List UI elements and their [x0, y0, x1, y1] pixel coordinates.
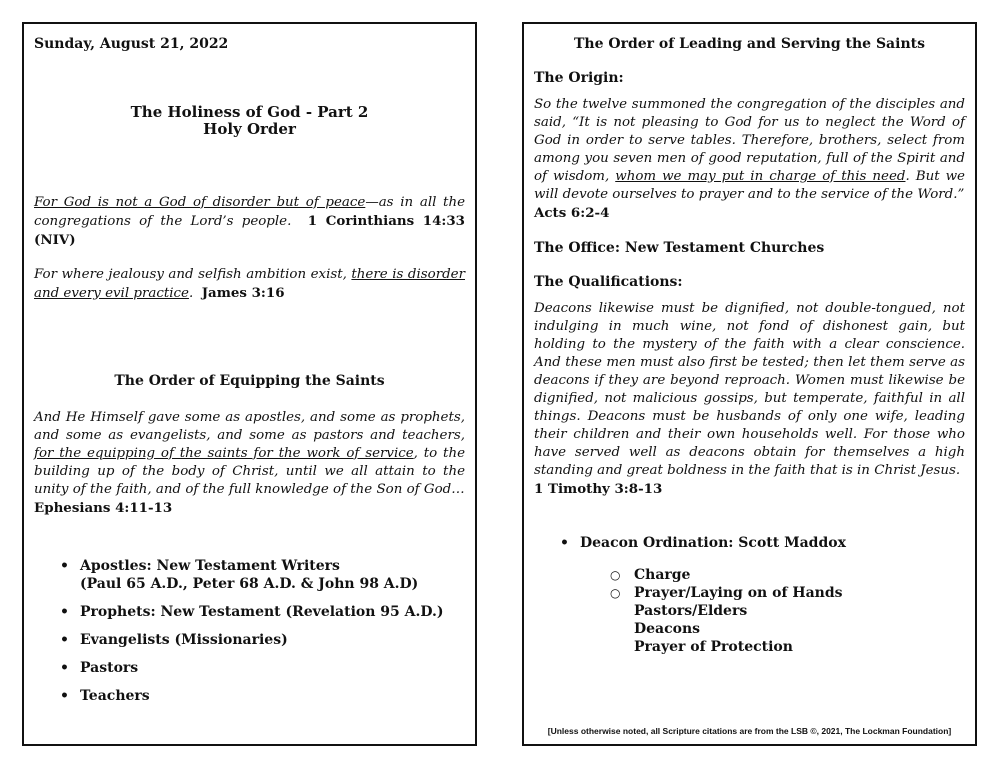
bullet-circle-icon: ○ — [610, 568, 621, 582]
plain-item: Deacons — [634, 621, 701, 637]
bullet-circle-icon: ○ — [610, 586, 621, 600]
ordination-list — [534, 534, 965, 552]
origin-quote-post: . But we will devote ourselves to prayer and to the service of the Word.” — [534, 169, 965, 202]
quote-3-post: , to the building up of the body of Christ, until we all attain to the unity of the faith, and of the full knowledge of the Son of God… — [34, 446, 465, 497]
bullet-dot-icon: • — [60, 632, 69, 648]
origin-quote-pre: So the twelve summoned the congregation of the disciples and said, “It is not pleasing to God for us to neglect the Word of God in order to serve tables. Therefore, brothers, select from among you seven men of good reputation, full of the Spirit and of wisdom, — [534, 97, 965, 184]
section-title-leading: The Order of Leading and Serving the Saints — [574, 36, 925, 52]
list-item: • Teachers — [60, 688, 150, 704]
bullet-dot-icon: • — [60, 660, 69, 676]
bullet-dot-icon: • — [60, 688, 69, 704]
right-panel — [522, 22, 977, 746]
origin-label: The Origin: — [534, 70, 624, 86]
quote-3-pre: And He Himself gave some as apostles, and some as prophets, and some as evangelists, and some as pastors and teachers, — [34, 410, 465, 443]
plain-item: Pastors/Elders — [634, 603, 748, 619]
sermon-title-line1: The Holiness of God - Part 2 — [130, 103, 369, 121]
quote-1-rest: —as in all the congregations of the Lord’s people. — [34, 195, 465, 229]
quote-1-underlined: For God is not a God of disorder but of peace — [34, 195, 366, 210]
list-item: • Deacon Ordination: Scott Maddox — [560, 535, 846, 551]
bullet-dot-icon: • — [560, 535, 569, 551]
plain-item: Prayer of Protection — [634, 639, 793, 655]
quote-2-ref: James 3:16 — [201, 285, 285, 301]
quote-2-post: . — [188, 286, 194, 301]
list-item: • Evangelists (Missionaries) — [60, 632, 288, 648]
quote-2-pre: For where jealousy and selfish ambition exist, — [34, 267, 352, 282]
sermon-title — [34, 104, 465, 138]
scripture-quote-3 — [34, 409, 465, 517]
sermon-title-line2: Holy Order — [203, 120, 296, 138]
left-panel — [22, 22, 477, 746]
origin-quote — [534, 96, 965, 222]
quote-3-ref: Ephesians 4:11-13 — [34, 500, 173, 516]
scripture-quote-2 — [34, 266, 465, 303]
origin-quote-underlined: whom we may put in charge of this need — [615, 169, 906, 184]
office-label: The Office: New Testament Churches — [534, 240, 825, 256]
ordination-sub-list — [534, 566, 965, 602]
quote-1-ref: 1 Corinthians 14:33 (NIV) — [34, 213, 466, 248]
bullet-dot-icon: • — [60, 604, 69, 620]
service-date: Sunday, August 21, 2022 — [34, 36, 229, 52]
origin-quote-ref: Acts 6:2-4 — [534, 205, 610, 221]
qualifications-quote-ref: 1 Timothy 3:8-13 — [534, 481, 663, 497]
list-item: ○ Prayer/Laying on of Hands — [610, 585, 843, 601]
list-item: • Pastors — [60, 660, 139, 676]
qualifications-label: The Qualifications: — [534, 274, 683, 290]
bullet-dot-icon: • — [60, 558, 69, 574]
qualifications-quote-text: Deacons likewise must be dignified, not double-tongued, not indulging in much wine, not fond of dishonest gain, but holding to the mystery of the faith with a clear conscience. And these men must also first be tested; then let them serve as deacons if they are beyond reproach. Women must likewise be dignified, not malicious gossips, but temperate, faithful in all things. Deacons must be husbands of only one wife, leading their children and their own households well. For those who have served well as deacons obtain for themselves a high standing and great boldness in the faith that is in Christ Jesus. — [534, 301, 965, 478]
scripture-quote-1 — [34, 194, 465, 250]
list-item: ○ Charge — [610, 567, 691, 583]
section-title-equipping: The Order of Equipping the Saints — [114, 373, 385, 389]
quote-3-underlined: for the equipping of the saints for the work of service — [34, 446, 414, 461]
list-item: • Apostles: New Testament Writers (Paul 65 A.D., Peter 68 A.D. & John 98 A.D) — [60, 558, 419, 592]
gifts-list — [34, 557, 465, 705]
footnote: [Unless otherwise noted, all Scripture citations are from the LSB ©, 2021, The Lockman Foundation] — [547, 726, 952, 736]
qualifications-quote — [534, 300, 965, 498]
quote-2-underlined: there is disorder and every evil practice — [34, 267, 465, 301]
list-item: • Prophets: New Testament (Revelation 95 A.D.) — [60, 604, 444, 620]
